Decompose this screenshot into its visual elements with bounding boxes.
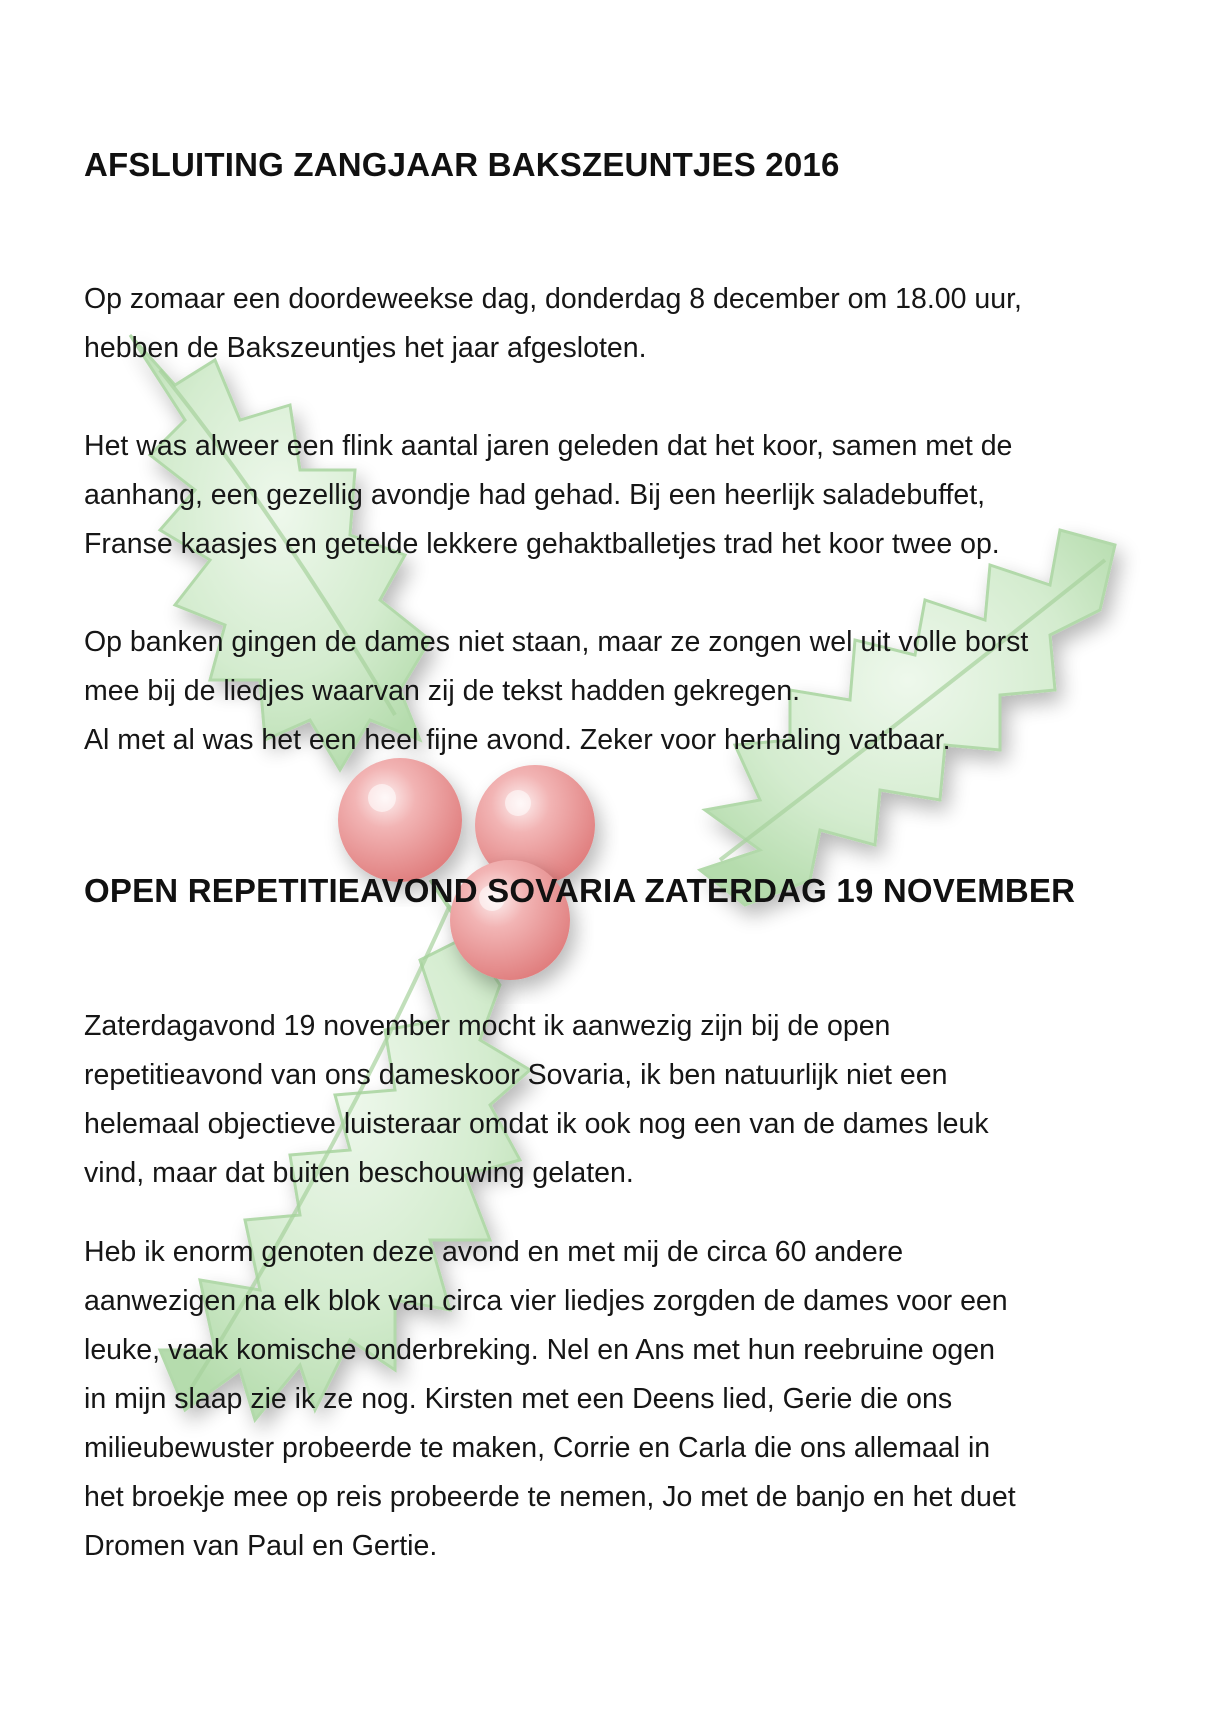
section-2-paragraph-1 — [84, 1002, 1154, 1198]
text-line: aanwezigen na elk blok van circa vier liedjes zorgden de dames voor een — [84, 1285, 1008, 1317]
text-line: hebben de Bakszeuntjes het jaar afgesloten. — [84, 332, 647, 364]
holly-berry-left — [338, 758, 462, 882]
text-line: leuke, vaak komische onderbreking. Nel en Ans met hun reebruine ogen — [84, 1334, 995, 1366]
text-line: het broekje mee op reis probeerde te nemen, Jo met de banjo en het duet — [84, 1481, 1016, 1513]
text-line: Op banken gingen de dames niet staan, maar ze zongen wel uit volle borst — [84, 626, 1029, 658]
text-line: mee bij de liedjes waarvan zij de tekst hadden gekregen. — [84, 675, 801, 707]
text-line: vind, maar dat buiten beschouwing gelaten. — [84, 1157, 634, 1189]
text-line: repetitieavond van ons dameskoor Sovaria, ik ben natuurlijk niet een — [84, 1059, 948, 1091]
text-line: Het was alweer een flink aantal jaren geleden dat het koor, samen met de — [84, 430, 1013, 462]
section-1-paragraph-3 — [84, 618, 1154, 765]
section-2-paragraph-2 — [84, 1228, 1154, 1571]
text-line: Dromen van Paul en Gertie. — [84, 1530, 438, 1562]
section-1-heading: AFSLUITING ZANGJAAR BAKSZEUNTJES 2016 — [84, 146, 840, 183]
section-1-paragraph-2 — [84, 422, 1154, 569]
section-1-paragraph-1 — [84, 275, 1154, 373]
text-line: aanhang, een gezellig avondje had gehad. Bij een heerlijk saladebuffet, — [84, 479, 986, 511]
text-line: in mijn slaap zie ik ze nog. Kirsten met een Deens lied, Gerie die ons — [84, 1383, 953, 1415]
section-2-heading: OPEN REPETITIEAVOND SOVARIA ZATERDAG 19 NOVEMBER — [84, 872, 1076, 909]
text-line: Heb ik enorm genoten deze avond en met mij de circa 60 andere — [84, 1236, 904, 1268]
text-line: milieubewuster probeerde te maken, Corrie en Carla die ons allemaal in — [84, 1432, 991, 1464]
text-line: Zaterdagavond 19 november mocht ik aanwezig zijn bij de open — [84, 1010, 891, 1042]
text-line: Al met al was het een heel fijne avond. Zeker voor herhaling vatbaar. — [84, 724, 951, 756]
text-line: helemaal objectieve luisteraar omdat ik ook nog een van de dames leuk — [84, 1108, 989, 1140]
text-line: Franse kaasjes en getelde lekkere gehaktballetjes trad het koor twee op. — [84, 528, 1000, 560]
text-line: Op zomaar een doordeweekse dag, donderdag 8 december om 18.00 uur, — [84, 283, 1022, 315]
